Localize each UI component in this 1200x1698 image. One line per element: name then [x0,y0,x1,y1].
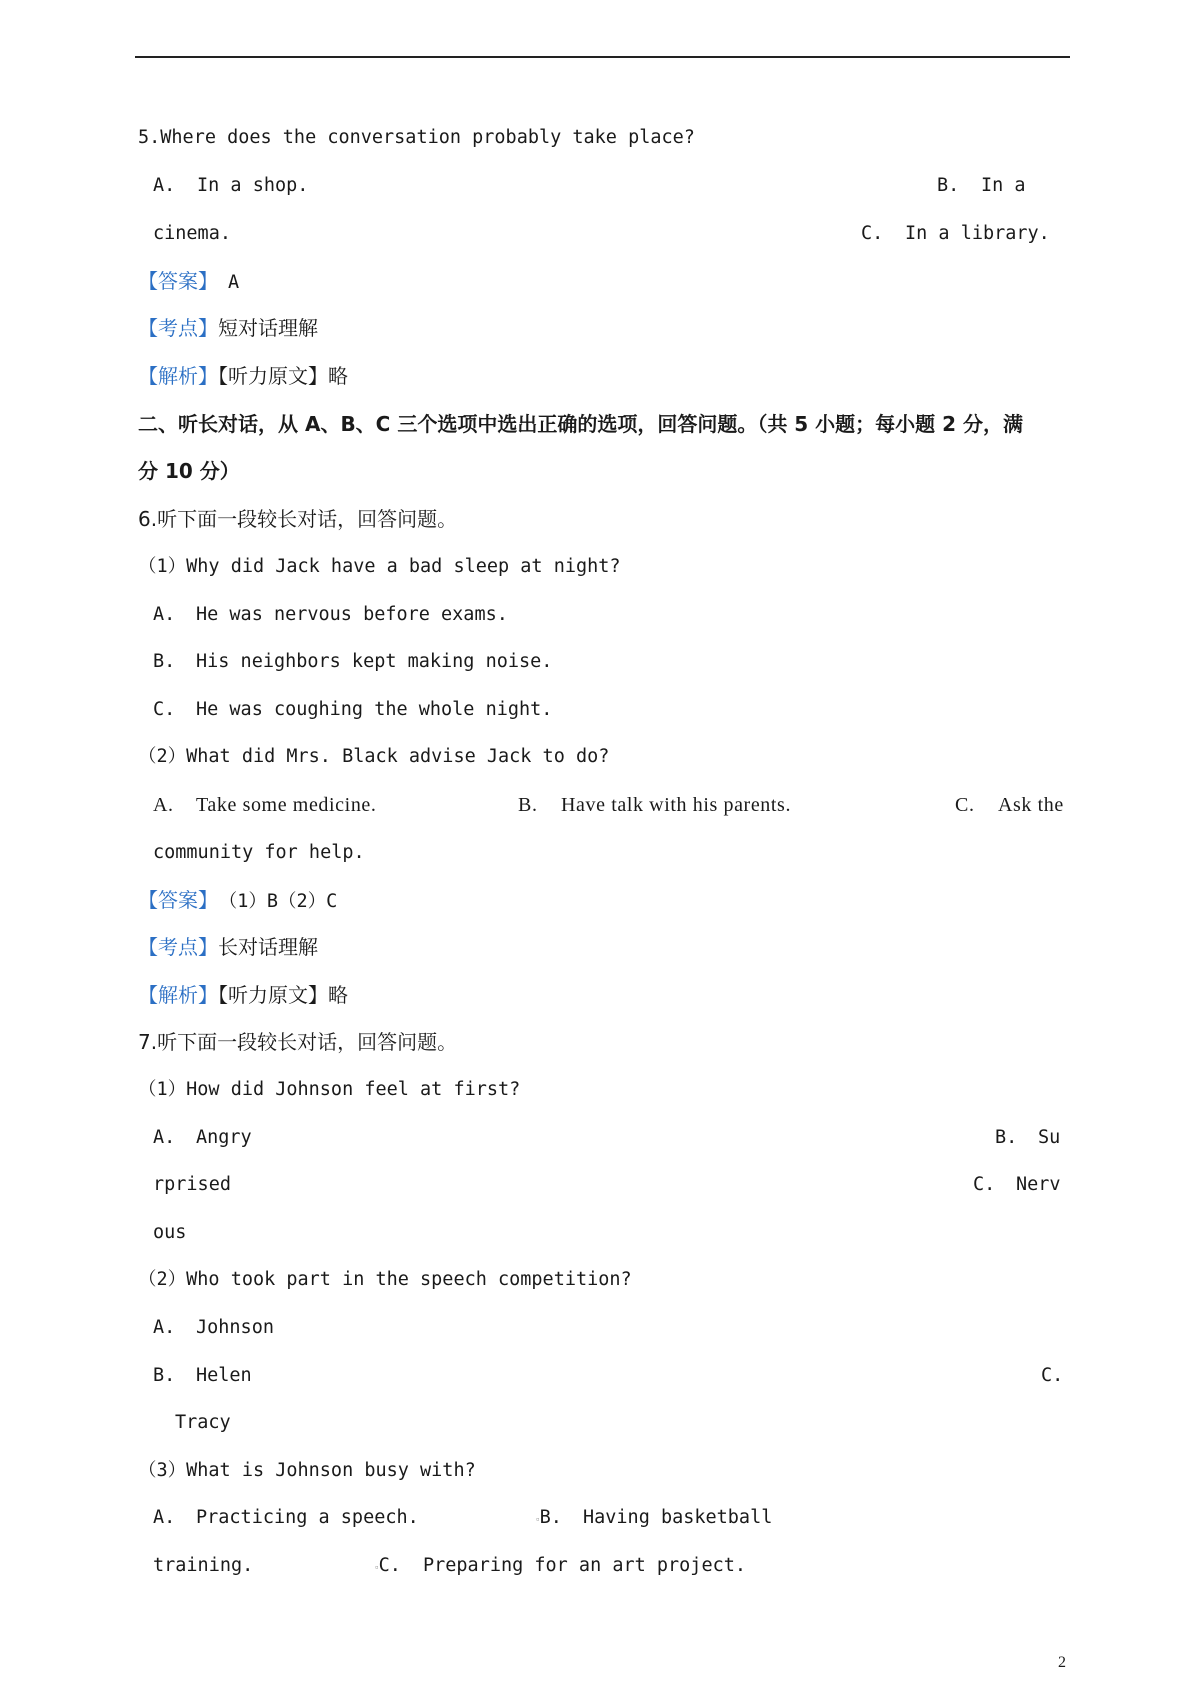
point-tag: 【考点】 [138,935,218,959]
q7-sub2-option-c-text: Tracy [175,1412,231,1433]
q5-c-text: In a library. [905,223,1050,244]
q6-sub2-option-c-cont: community for help. [153,842,365,863]
answer-tag: 【答案】 [138,269,218,293]
q5-analysis: 【解析】【听力原文】略 [138,364,348,388]
q6-point: 【考点】长对话理解 [138,935,318,959]
header-rule [135,56,1070,58]
q7-sub2-question: （2）Who took part in the speech competition? [138,1269,632,1290]
answer-tag: 【答案】 [138,888,218,912]
analysis-tag: 【解析】 [138,983,218,1007]
q5-b-letter: B. [937,175,960,196]
q7-stem: 7.听下面一段较长对话，回答问题。 [138,1030,458,1054]
q7-sub1-question: （1）How did Johnson feel at first? [138,1079,521,1100]
q5-b-text-cont: cinema. [153,223,231,244]
q5-point: 【考点】短对话理解 [138,316,318,340]
q6-answer: 【答案】 （1）B（2）C [138,888,338,912]
page-number: 2 [1058,1654,1066,1671]
q5-c-letter: C. [861,223,884,244]
point-tag: 【考点】 [138,316,218,340]
q6-sub1-question: （1）Why did Jack have a bad sleep at night? [138,556,621,577]
q5-b-text: In a [981,175,1026,196]
q7-sub1-option-c-cont: ous [153,1222,187,1243]
q5-stem: 5.Where does the conversation probably take place? [138,127,695,148]
q5-a-text: In a shop. [197,175,309,196]
q7-sub3-question: （3）What is Johnson busy with? [138,1460,476,1481]
section-heading-line2: 分 10 分） [138,459,240,483]
q6-stem: 6.听下面一段较长对话，回答问题。 [138,507,458,531]
analysis-tag: 【解析】 [138,364,218,388]
q5-a-letter: A. [153,175,176,196]
section-heading-line1: 二、听长对话，从 A、B、C 三个选项中选出正确的选项，回答问题。（共 5 小题；每小题 2 分，满 [138,412,1024,436]
q5-answer: 【答案】 A [138,269,240,293]
q6-sub2-question: （2）What did Mrs. Black advise Jack to do? [138,746,610,767]
q6-analysis: 【解析】【听力原文】略 [138,983,348,1007]
